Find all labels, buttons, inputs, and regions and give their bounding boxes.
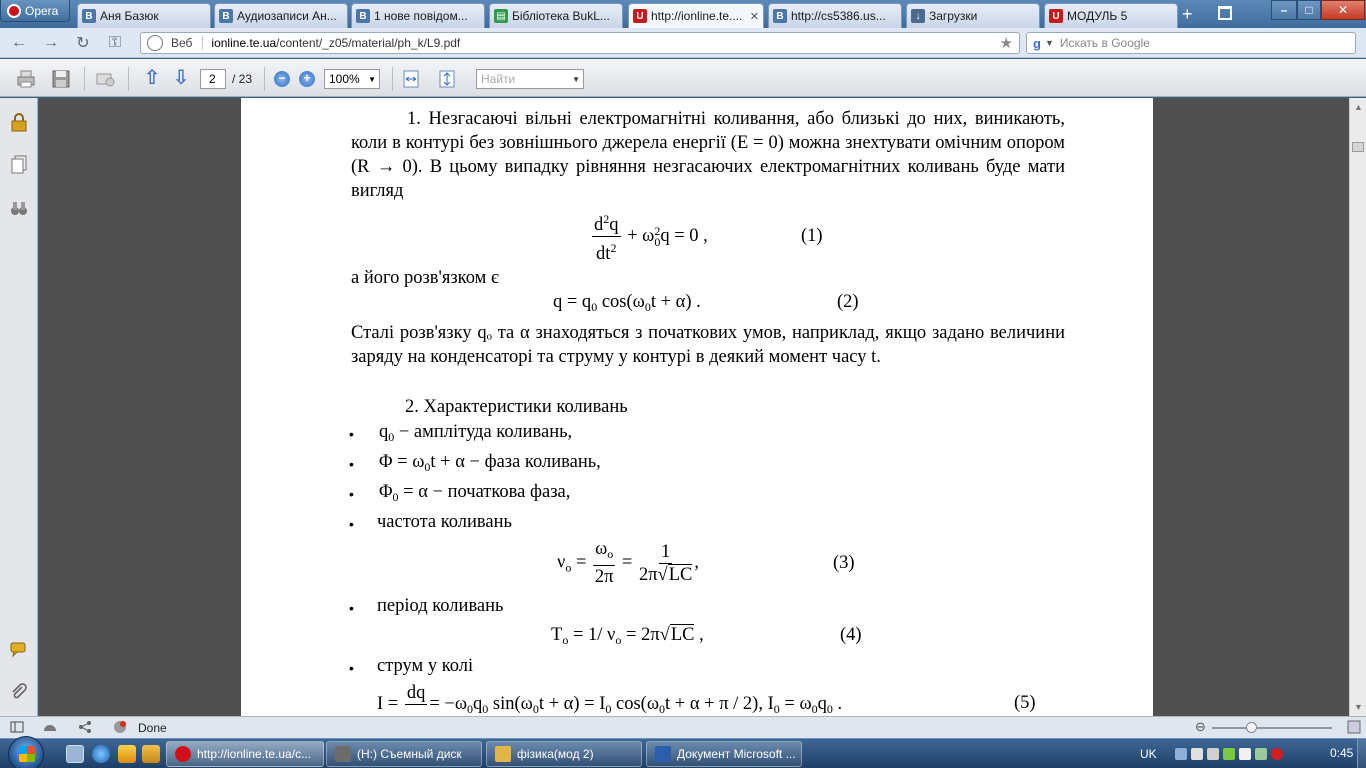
tab-1[interactable]	[77, 3, 211, 28]
task-browser[interactable]	[166, 741, 324, 767]
eq1-omega-sup: 2	[654, 223, 661, 238]
fit-width-button[interactable]	[401, 68, 421, 90]
media-player-icon[interactable]	[118, 745, 136, 763]
eq1-num-var: q	[609, 215, 619, 235]
eq2-label: (2)	[837, 292, 859, 312]
start-button[interactable]	[8, 736, 44, 768]
zoom-options-icon[interactable]	[1346, 719, 1362, 735]
bullet-phase	[379, 452, 601, 475]
task-label: фізика(мод 2)	[517, 747, 594, 761]
bullet-frequency	[377, 512, 512, 533]
eq3-f1-num	[593, 538, 615, 566]
prev-page-icon[interactable]: ⇧	[143, 67, 161, 89]
eq2-a-sub: 0	[591, 300, 598, 314]
eq3-fraction-2	[639, 541, 692, 586]
eq1-fraction	[592, 208, 621, 265]
bullet-icon: •	[349, 600, 354, 616]
task-label: http://ionline.te.ua/c...	[197, 747, 312, 761]
eq4-sqrt-lc: LC	[670, 625, 695, 645]
pdf-icon: U	[1049, 9, 1063, 23]
address-bar	[0, 28, 1366, 58]
eq3-nu-sub: o	[565, 560, 572, 575]
paragraph-2: а його розв'язком є	[351, 268, 499, 288]
system-tray	[1140, 739, 1285, 768]
eq5-c: sin(ω	[488, 693, 533, 714]
tab-label: Бібліотека BukL...	[512, 9, 610, 23]
back-icon[interactable]: ←	[11, 34, 27, 51]
fit-page-button[interactable]	[437, 68, 457, 90]
download-icon: ↓	[911, 9, 925, 23]
trash-icon[interactable]	[1218, 6, 1232, 20]
eq1-omega: + ω	[627, 225, 655, 246]
chevron-down-icon: ▼	[368, 74, 376, 84]
pdf-icon: U	[633, 9, 647, 23]
eq3-sqrt-lc: LC	[668, 564, 693, 585]
scroll-thumb[interactable]	[1352, 142, 1364, 152]
toolbar-separator	[84, 67, 85, 91]
email-button[interactable]	[95, 68, 115, 90]
new-tab-icon[interactable]: +	[1182, 4, 1193, 24]
comment-icon[interactable]	[9, 640, 29, 660]
zoom-out-button[interactable]	[274, 68, 290, 90]
eq4-t-sub: o	[562, 633, 569, 647]
task-label: Документ Microsoft ...	[677, 747, 796, 761]
vk-icon: B	[773, 9, 787, 23]
tab-label: Аудиозаписи Ан...	[237, 9, 337, 23]
eq5-h: q	[817, 693, 827, 714]
save-icon	[51, 69, 71, 89]
zoom-slider[interactable]	[1212, 727, 1332, 729]
url-field[interactable]	[140, 32, 1020, 54]
bullet-a-sub: 0	[392, 490, 399, 504]
drive-icon	[335, 746, 351, 762]
tab-6[interactable]	[768, 3, 902, 28]
equation-3	[557, 538, 699, 588]
page-total: / 23	[232, 72, 253, 86]
eq1-num-sup: 2	[603, 212, 610, 226]
eq3-f1-omega-sub: o	[607, 547, 614, 561]
vk-icon: B	[356, 9, 370, 23]
eq5-e: cos(ω	[611, 693, 659, 714]
opera-menu-button[interactable]	[0, 0, 70, 22]
folder-icon	[495, 746, 511, 762]
eq1-numerator	[592, 208, 621, 237]
opera-icon	[175, 746, 191, 762]
page-number-input[interactable]: 2	[200, 69, 226, 89]
eq4-tail: ,	[694, 625, 704, 645]
internet-explorer-icon[interactable]	[92, 745, 110, 763]
panel-icon[interactable]	[10, 720, 24, 734]
zoom-icon[interactable]: ⊖	[1195, 719, 1206, 734]
volume-icon[interactable]	[1207, 748, 1219, 760]
eq1-tail: q = 0 ,	[660, 225, 708, 246]
opera-logo-icon	[7, 4, 21, 18]
equation-5	[377, 682, 842, 716]
eq5-g: = ω	[779, 693, 812, 714]
close-tab-icon[interactable]: ✕	[749, 10, 759, 23]
bullet-text: = α − початкова фаза,	[398, 482, 571, 502]
pdf-sidebar	[0, 98, 38, 716]
network-icon[interactable]	[1191, 748, 1203, 760]
eq3-label: (3)	[833, 553, 855, 573]
eq5-frac-den	[414, 705, 419, 716]
tab-label: Аня Базюк	[100, 9, 159, 23]
unite-icon[interactable]	[78, 720, 92, 734]
eq5-h-sub: 0	[826, 701, 833, 716]
eq2-b: cos(ω	[597, 292, 645, 312]
flag-icon[interactable]	[1239, 748, 1251, 760]
equation-2	[553, 292, 701, 315]
zoom-out-icon: −	[274, 71, 290, 87]
eq5-frac-num: dq	[406, 683, 426, 703]
reload-icon[interactable]: ↻	[76, 35, 90, 52]
eq5-tail: .	[832, 693, 843, 714]
task-label: (H:) Съемный диск	[357, 747, 462, 761]
status-bar	[0, 716, 1366, 738]
share-icon	[95, 69, 115, 89]
paragraph-3: Сталі розв'язку qₒ та α знаходяться з початкових умов, наприклад, якщо задано величини заряду на конденсаторі та струму у контурі в деякий момент часу t.	[351, 323, 1065, 367]
find-input[interactable]	[476, 69, 584, 89]
eq4-t: T	[551, 625, 563, 645]
tab-8[interactable]	[1044, 3, 1178, 28]
pdf-page	[241, 98, 1153, 716]
print-icon	[16, 69, 36, 89]
pdf-toolbar	[0, 59, 1366, 97]
zoom-in-button[interactable]	[299, 68, 315, 90]
tab-4[interactable]	[489, 3, 623, 28]
section-2-heading: 2. Характеристики коливань	[405, 397, 628, 417]
language-indicator[interactable]: UK	[1140, 747, 1157, 761]
eq4-rhs: = 2π	[621, 625, 660, 645]
tab-label: http://cs5386.us...	[791, 9, 886, 23]
fit-width-icon	[401, 69, 421, 89]
bullet-amplitude	[379, 422, 572, 445]
url-path: /content/_z05/material/ph_k/L9.pdf	[276, 36, 461, 50]
toolbar-separator	[392, 67, 393, 91]
tab-label: 1 нове повідом...	[374, 9, 468, 23]
vk-icon: B	[219, 9, 233, 23]
chevron-down-icon[interactable]: ▼	[572, 74, 580, 84]
eq1-num-d: d	[594, 215, 604, 235]
eq5-a: I =	[377, 693, 399, 714]
toolbar-separator	[128, 67, 129, 91]
bullet-icon: •	[349, 456, 354, 472]
zoom-slider-handle[interactable]	[1246, 722, 1257, 733]
show-desktop-icon[interactable]	[66, 745, 84, 763]
eq5-b-sub2: 0	[482, 701, 489, 716]
bullet-a: Φ	[379, 482, 393, 502]
scheme-label: Веб	[171, 36, 203, 50]
eq5-b: = −ω	[429, 693, 468, 714]
eq5-b-sub1: 0	[467, 701, 474, 716]
eq3-equals-2: =	[621, 552, 633, 573]
next-page-icon[interactable]: ⇩	[172, 67, 190, 89]
widget-icon[interactable]	[112, 719, 128, 735]
globe-icon	[147, 35, 163, 51]
eq3-f2-den-2pi: 2π	[638, 564, 658, 585]
eq3-fraction-1	[593, 538, 615, 588]
eq3-f2-den: 2π√LC	[638, 564, 693, 585]
search-field[interactable]	[1026, 32, 1356, 54]
bullet-current: струм у колі	[377, 656, 474, 676]
bullet-text: − амплітуда коливань,	[394, 422, 573, 442]
tab-3[interactable]	[351, 3, 485, 28]
bullet-icon: •	[349, 660, 354, 676]
search-placeholder: Искать в Google	[1059, 36, 1150, 50]
bullet-a: q	[379, 422, 389, 442]
eq1-omega-sub: 0	[654, 234, 661, 249]
eq3-f1-omega: ω	[595, 539, 608, 559]
print-button[interactable]	[16, 68, 36, 90]
url-host: ionline.te.ua	[211, 36, 277, 50]
toolbar-separator	[264, 67, 265, 91]
bullet-period: період коливань	[377, 596, 504, 616]
eq3-f2-num: 1	[661, 541, 671, 562]
eq5-d: t + α) = I	[538, 693, 606, 714]
minimize-button[interactable]: –	[1271, 0, 1297, 20]
opera-tray-icon[interactable]	[1271, 748, 1283, 760]
eq5-d-sub: 0	[605, 701, 612, 716]
eq1-den-sup: 2	[610, 241, 617, 255]
eq5-f: t + α + π / 2), I	[665, 693, 774, 714]
paragraph-1: 1. Незгасаючі вільні електромагнітні коливання, або близькі до них, виникають, коли в контурі без зовнішнього джерела енергії (Е = 0) можна знехтувати омічним опором (R → 0). В цьому випадку рівняння незгасаючих електромагнітних коливань буде мати вигляд	[351, 109, 1065, 201]
zoom-in-icon: +	[299, 71, 315, 87]
key-icon[interactable]: ⚿	[108, 34, 122, 51]
battery-icon[interactable]	[1223, 748, 1235, 760]
eq4-mid-sub: o	[615, 633, 622, 647]
eq2-a: q = q	[553, 292, 592, 312]
show-desktop-button[interactable]	[1357, 739, 1366, 768]
fit-page-icon	[437, 69, 457, 89]
eq5-e-sub: 0	[659, 701, 665, 716]
find-placeholder: Найти	[481, 72, 516, 86]
eq1-denominator	[596, 237, 616, 265]
equation-4: $T_o = 1/$ $\nu_o = 2\pi√LC$ ,	[551, 625, 704, 647]
tab-label: http://ionline.te....	[651, 9, 743, 23]
eq5-c-sub: 0	[532, 701, 539, 716]
tab-label: МОДУЛЬ 5	[1067, 9, 1128, 23]
taskbar	[0, 738, 1366, 768]
task-folder[interactable]	[486, 741, 642, 767]
tab-5-active[interactable]	[628, 3, 764, 28]
bullet-icon: •	[349, 516, 354, 532]
document-viewport[interactable]	[39, 98, 1349, 716]
bullet-text: частота коливань	[377, 512, 512, 532]
google-icon[interactable]: g	[1033, 35, 1041, 51]
url-text[interactable]	[211, 36, 999, 50]
close-window-button[interactable]: ✕	[1321, 0, 1365, 20]
tab-7[interactable]	[906, 3, 1040, 28]
windows-logo-icon	[19, 746, 35, 762]
binoculars-icon[interactable]	[9, 198, 29, 218]
tab-bar	[0, 0, 1366, 28]
eq5-g-sub: 0	[811, 701, 818, 716]
bullet-initial-phase	[379, 482, 570, 505]
tray-arrow-icon[interactable]	[1175, 748, 1187, 760]
bullet-icon: •	[349, 486, 354, 502]
bullet-icon: •	[349, 426, 354, 442]
vertical-scrollbar[interactable]	[1349, 98, 1366, 716]
bookmark-star-icon[interactable]: ★	[999, 35, 1013, 52]
zoom-select[interactable]	[324, 69, 380, 89]
status-text: Done	[138, 721, 167, 735]
word-icon	[655, 746, 671, 762]
eq1-label: (1)	[801, 226, 823, 246]
bullet-text: t + α − фаза коливань,	[430, 452, 601, 472]
tab-label: Загрузки	[929, 9, 978, 23]
chevron-down-icon[interactable]: ▼	[1044, 38, 1054, 48]
eq5-f-sub: 0	[773, 701, 780, 716]
save-button[interactable]	[51, 68, 71, 90]
opera-menu-label: Opera	[25, 3, 59, 18]
eq4-label: (4)	[840, 625, 862, 645]
eq3-tail: ,	[694, 552, 699, 573]
book-icon: ▤	[494, 9, 508, 23]
task-drive[interactable]	[326, 741, 482, 767]
zoom-value: 100%	[329, 72, 360, 86]
scroll-down-icon[interactable]: ▼	[1354, 702, 1363, 712]
bullet-a-sub: 0	[424, 460, 431, 474]
eq4-mid: = 1/ ν	[568, 625, 616, 645]
maximize-button[interactable]: □	[1297, 0, 1321, 20]
eq5-label: (5)	[1014, 693, 1036, 713]
eq3-equals: =	[576, 552, 587, 573]
eq2-c: t + α) .	[650, 292, 701, 312]
bullet-a: Φ = ω	[379, 452, 425, 472]
vk-icon: B	[82, 9, 96, 23]
eq3-nu: ν	[557, 552, 566, 573]
bullet-a-sub: 0	[388, 430, 395, 444]
eq5-fraction	[405, 682, 428, 716]
turbo-icon[interactable]	[42, 720, 58, 734]
eq3-f1-den: 2π	[594, 567, 614, 587]
clock[interactable]: 0:45	[1330, 746, 1354, 760]
attachment-icon[interactable]	[9, 682, 29, 702]
task-word[interactable]	[646, 741, 802, 767]
scroll-up-icon[interactable]: ▲	[1354, 102, 1363, 112]
pages-icon[interactable]	[9, 154, 29, 174]
explorer-icon[interactable]	[142, 745, 160, 763]
tab-2[interactable]	[214, 3, 348, 28]
eq5-b2: q	[473, 693, 483, 714]
eq1-den-dt: dt	[596, 244, 611, 264]
wifi-icon[interactable]	[1255, 748, 1267, 760]
equation-1	[590, 208, 708, 265]
eq2-b-sub: 0	[644, 300, 651, 314]
lock-icon[interactable]	[9, 112, 29, 132]
forward-icon[interactable]: →	[43, 34, 59, 51]
